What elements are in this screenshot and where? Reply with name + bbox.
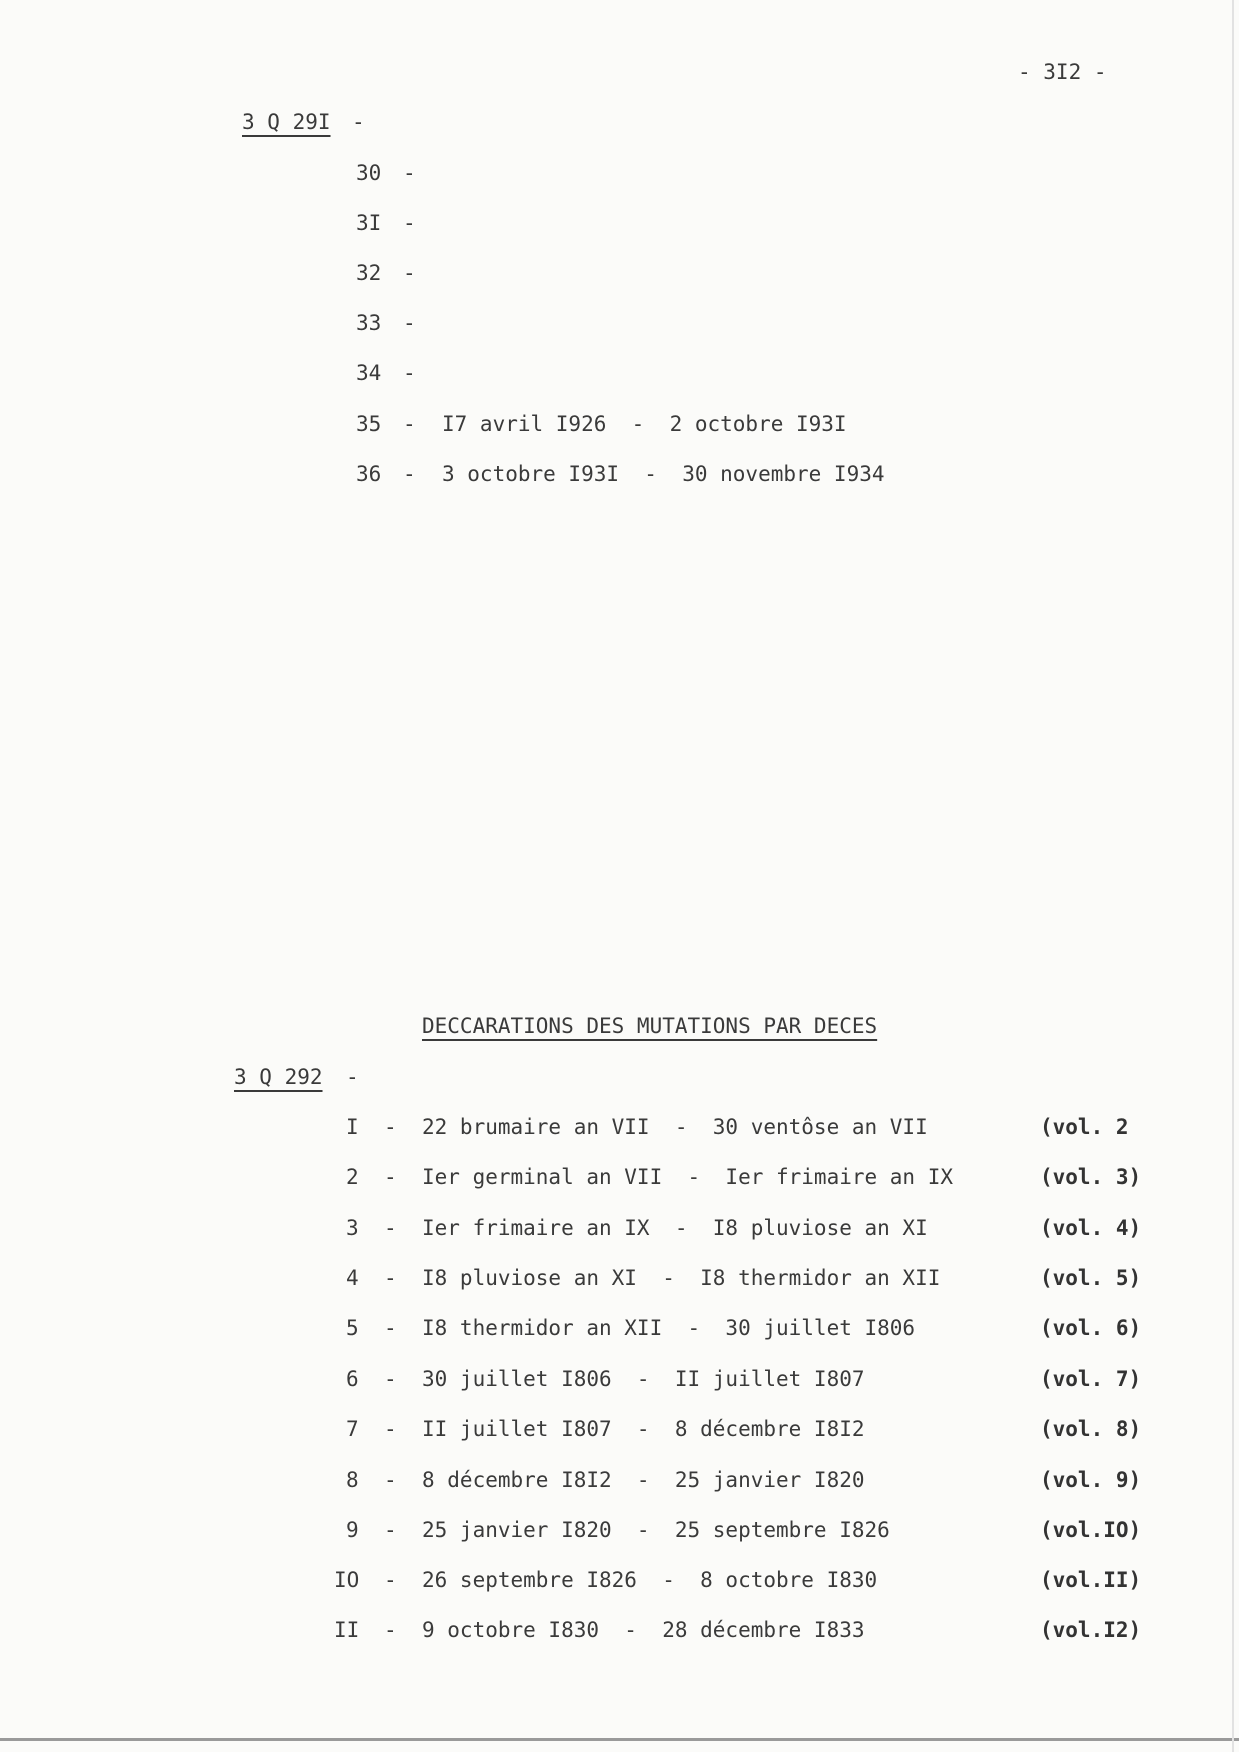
item-dates: I8 pluviose an XI - I8 thermidor an XII xyxy=(422,1266,941,1290)
item-dash: - xyxy=(384,1165,397,1189)
item-number: 3I xyxy=(356,211,382,235)
item-dash: - xyxy=(384,1115,397,1139)
item-volume: (vol. 4) xyxy=(1040,1216,1142,1240)
item-volume: (vol. 5) xyxy=(1040,1266,1142,1290)
item-number: 9 xyxy=(346,1518,359,1542)
item-dash: - xyxy=(403,462,416,486)
item-dates: 25 janvier I820 - 25 septembre I826 xyxy=(422,1518,890,1542)
scan-bottom-edge xyxy=(0,1738,1239,1741)
item-dash: - xyxy=(384,1316,397,1340)
item-volume: (vol. 7) xyxy=(1040,1367,1142,1391)
item-dates: 22 brumaire an VII - 30 ventôse an VII xyxy=(422,1115,928,1139)
item-number: 8 xyxy=(346,1468,359,1492)
item-dash: - xyxy=(384,1367,397,1391)
item-number: 30 xyxy=(356,161,382,185)
item-number: 33 xyxy=(356,311,382,335)
item-dash: - xyxy=(384,1266,397,1290)
item-number: 36 xyxy=(356,462,382,486)
item-number: 2 xyxy=(346,1165,359,1189)
item-dates: I7 avril I926 - 2 octobre I93I xyxy=(442,412,847,436)
item-dash: - xyxy=(384,1216,397,1240)
item-dash: - xyxy=(384,1518,397,1542)
item-volume: (vol.II) xyxy=(1040,1568,1142,1592)
item-number: 5 xyxy=(346,1316,359,1340)
item-dash: - xyxy=(384,1618,397,1642)
item-dash: - xyxy=(384,1568,397,1592)
item-dates: I8 thermidor an XII - 30 juillet I806 xyxy=(422,1316,916,1340)
item-dash: - xyxy=(403,211,416,235)
item-dash: - xyxy=(403,161,416,185)
item-volume: (vol.IO) xyxy=(1040,1518,1142,1542)
item-dash: - xyxy=(403,311,416,335)
item-dates: 3 octobre I93I - 30 novembre I934 xyxy=(442,462,885,486)
item-dash: - xyxy=(403,361,416,385)
item-volume: (vol. 9) xyxy=(1040,1468,1142,1492)
section1-code-dash: - xyxy=(352,110,365,134)
item-dates: Ier germinal an VII - Ier frimaire an IX xyxy=(422,1165,954,1189)
section2-code: 3 Q 292 xyxy=(234,1065,323,1089)
item-volume: (vol.I2) xyxy=(1040,1618,1142,1642)
item-dash: - xyxy=(384,1417,397,1441)
item-dates: Ier frimaire an IX - I8 pluviose an XI xyxy=(422,1216,928,1240)
item-number: 6 xyxy=(346,1367,359,1391)
scan-right-edge xyxy=(1232,0,1234,1752)
page-number: - 3I2 - xyxy=(1018,60,1107,84)
item-volume: (vol. 2 xyxy=(1040,1115,1129,1139)
item-number: 34 xyxy=(356,361,382,385)
item-number: 32 xyxy=(356,261,382,285)
section2-heading: DECCARATIONS DES MUTATIONS PAR DECES xyxy=(422,1014,878,1038)
item-number: 35 xyxy=(356,412,382,436)
item-number: 7 xyxy=(346,1417,359,1441)
item-dates: 30 juillet I806 - II juillet I807 xyxy=(422,1367,865,1391)
item-volume: (vol. 8) xyxy=(1040,1417,1142,1441)
item-dash: - xyxy=(384,1468,397,1492)
item-dash: - xyxy=(403,261,416,285)
item-volume: (vol. 3) xyxy=(1040,1165,1142,1189)
item-number: IO xyxy=(334,1568,360,1592)
item-dates: II juillet I807 - 8 décembre I8I2 xyxy=(422,1417,865,1441)
section2-code-dash: - xyxy=(346,1065,359,1089)
item-number: II xyxy=(334,1618,360,1642)
item-dash: - xyxy=(403,412,416,436)
item-dates: 8 décembre I8I2 - 25 janvier I820 xyxy=(422,1468,865,1492)
item-number: 4 xyxy=(346,1266,359,1290)
item-dates: 26 septembre I826 - 8 octobre I830 xyxy=(422,1568,878,1592)
item-volume: (vol. 6) xyxy=(1040,1316,1142,1340)
section1-code: 3 Q 29I xyxy=(242,110,331,134)
item-dates: 9 octobre I830 - 28 décembre I833 xyxy=(422,1618,865,1642)
item-number: 3 xyxy=(346,1216,359,1240)
item-number: I xyxy=(346,1115,359,1139)
